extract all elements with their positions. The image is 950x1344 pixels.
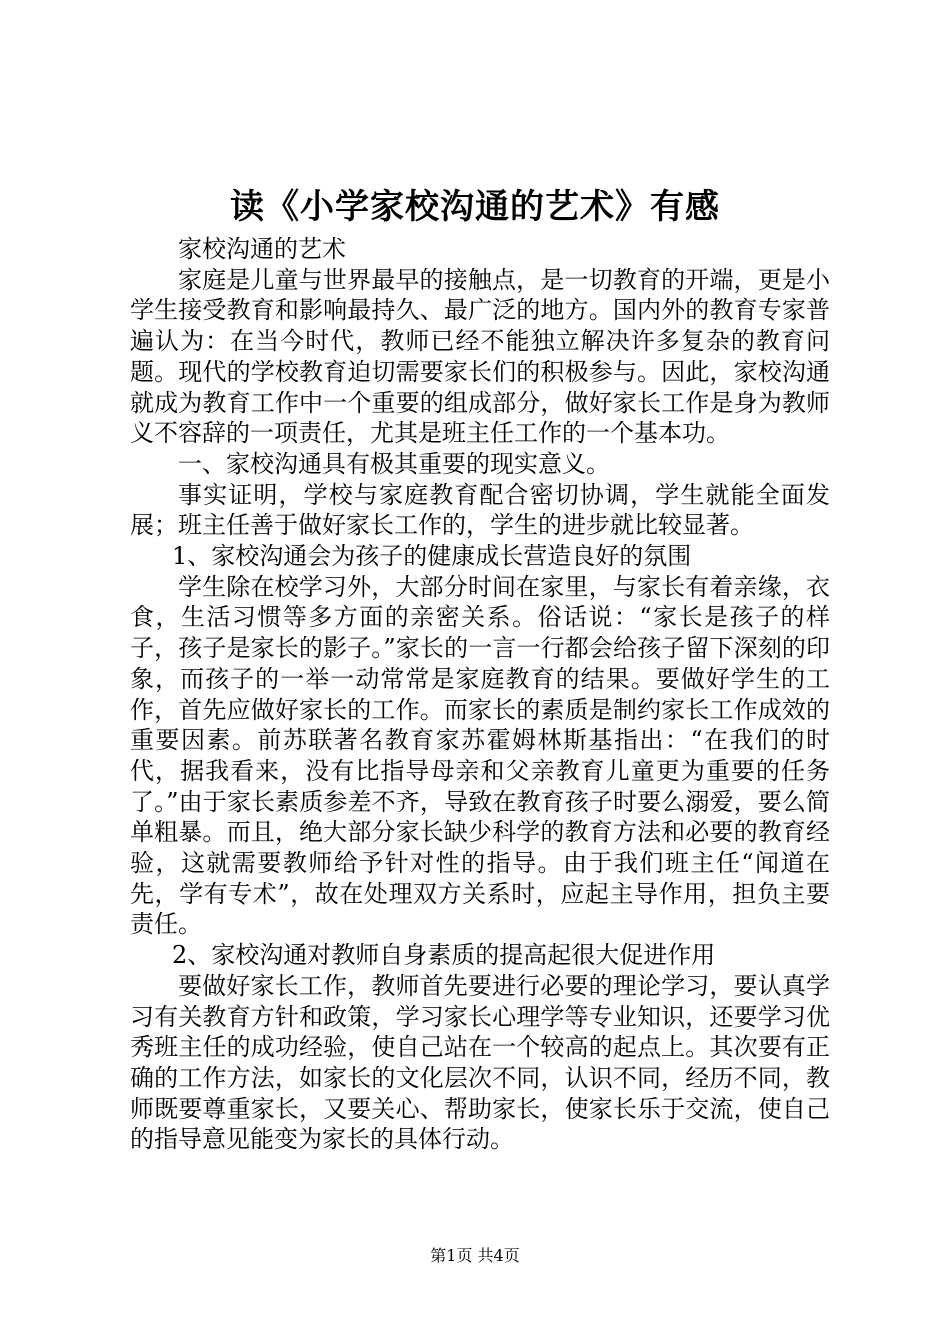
body-paragraph: 事实证明，学校与家庭教育配合密切协调，学生就能全面发展；班主任善于做好家长工作的，学生的进步就比较显著。 <box>130 480 830 540</box>
section-heading: 一、家校沟通具有极其重要的现实意义。 <box>178 449 610 478</box>
body-paragraph: 要做好家长工作，教师首先要进行必要的理论学习，要认真学习有关教育方针和政策，学习家长心理学等专业知识，还要学习优秀班主任的成功经验，使自己站在一个较高的起点上。其次要有正确的工作方法，如家长的文化层次不同，认识不同，经历不同，教师既要尊重家长，又要关心、帮助家长，使家长乐于交流，使自己的指导意见能变为家长的具体行动。 <box>130 971 830 1154</box>
body-paragraph: 学生除在校学习外，大部分时间在家里，与家长有着亲缘，衣食，生活习惯等多方面的亲密关系。俗话说：“家长是孩子的样子，孩子是家长的影子。”家长的一言一行都会给孩子留下深刻的印象，而孩子的一举一动常常是家庭教育的结果。要做好学生的工作，首先应做好家长的工作。而家长的素质是制约家长工作成效的重要因素。前苏联著名教育家苏霍姆林斯基指出：“在我们的时代，据我看来，没有比指导母亲和父亲教育儿童更为重要的任务了。”由于家长素质参差不齐，导致在教育孩子时要么溺爱，要么简单粗暴。而且，绝大部分家长缺少科学的教育方法和必要的教育经验，这就需要教师给予针对性的指导。由于我们班主任“闻道在先，学有专术”，故在处理双方关系时，应起主导作用，担负主要责任。 <box>130 572 830 939</box>
section-label: 家校沟通的艺术 <box>178 235 346 263</box>
body-paragraph: 家庭是儿童与世界最早的接触点，是一切教育的开端，更是小学生接受教育和影响最持久、最广泛的地方。国内外的教育专家普遍认为：在当今时代，教师已经不能独立解决许多复杂的教育问题。现代的学校教育迫切需要家长们的积极参与。因此，家校沟通就成为教育工作中一个重要的组成部分，做好家长工作是身为教师义不容辞的一项责任，尤其是班主任工作的一个基本功。 <box>130 265 830 448</box>
page-footer: 第1页 共4页 <box>430 1246 520 1265</box>
subsection-heading: 1、家校沟通会为孩子的健康成长营造良好的氛围 <box>172 542 692 571</box>
document-body <box>130 234 830 1155</box>
subsection-heading: 2、家校沟通对教师自身素质的提高起很大促进作用 <box>172 941 716 970</box>
document-title: 读《小学家校沟通的艺术》有感 <box>230 187 720 227</box>
